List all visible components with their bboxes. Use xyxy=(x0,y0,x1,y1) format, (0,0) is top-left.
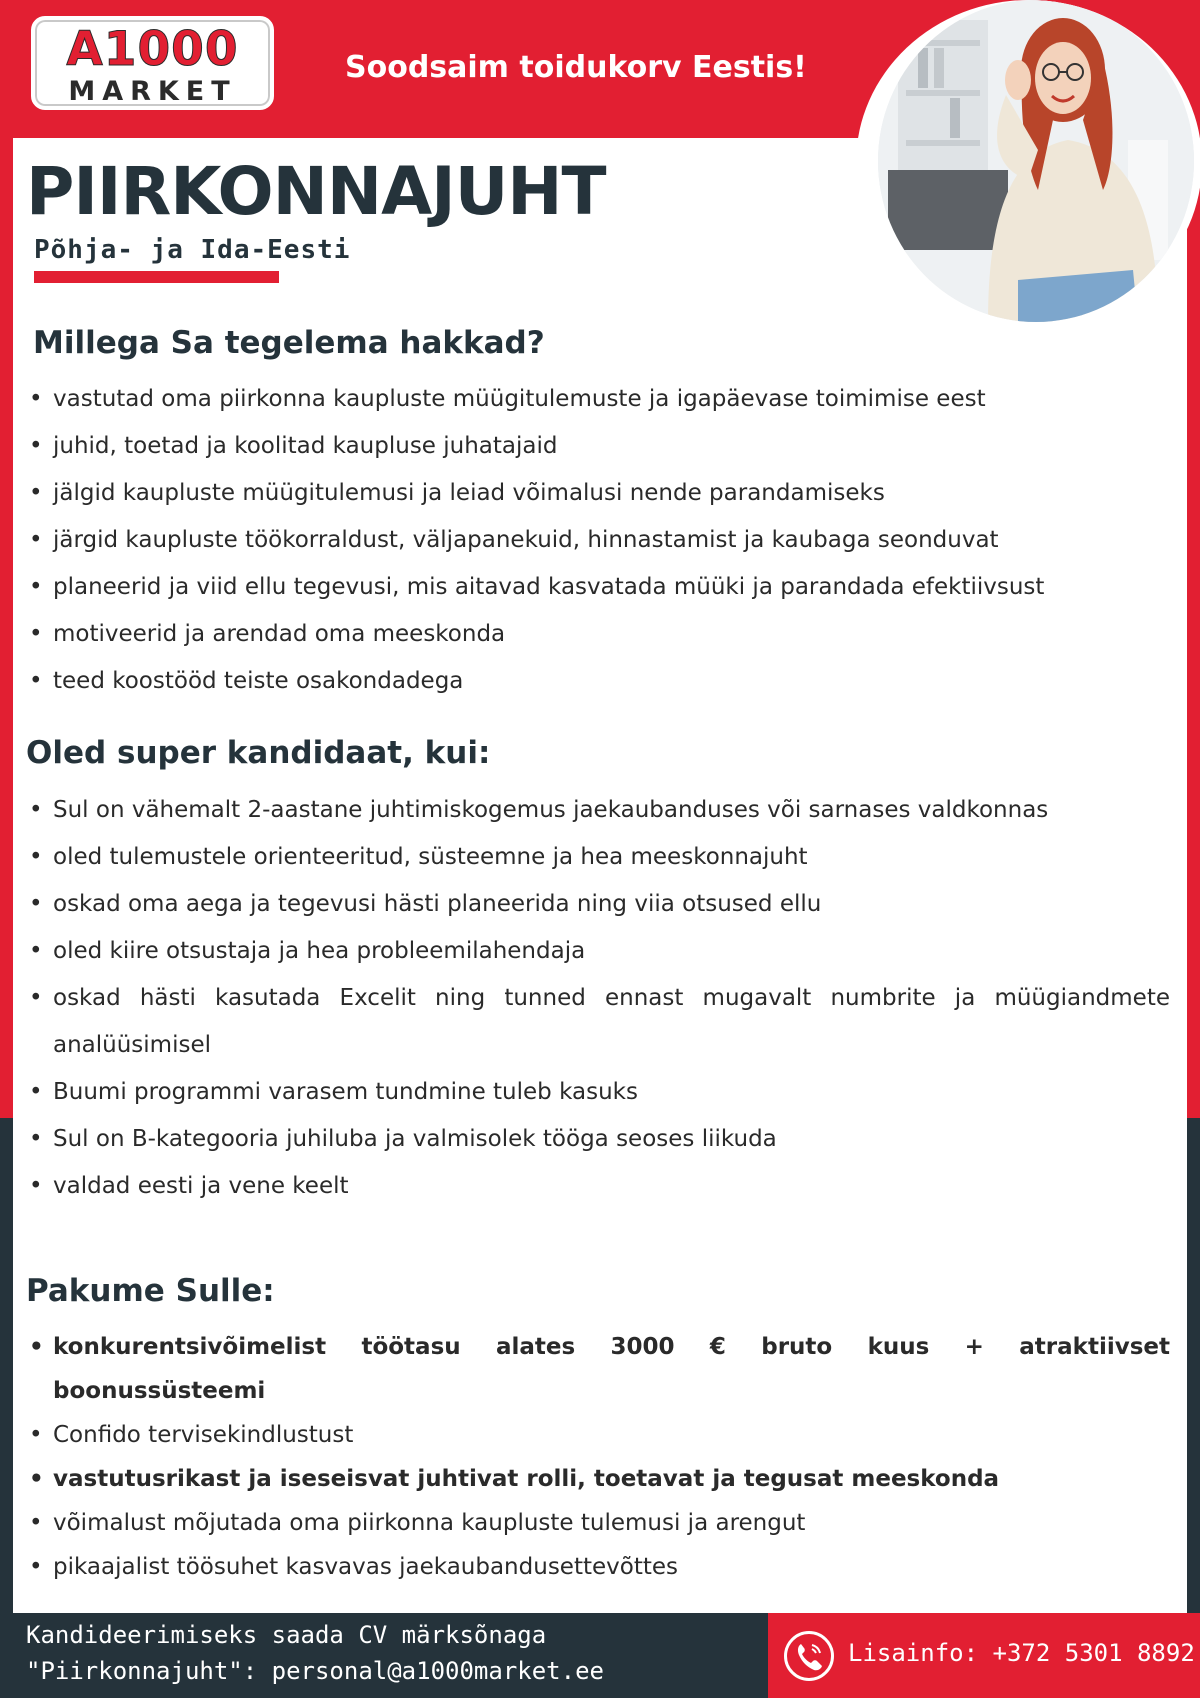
list-item: • oskad oma aega ja tegevusi hästi planeerida ning viia otsused ellu xyxy=(26,881,1170,928)
logo-top-text: A1000 xyxy=(66,22,239,77)
list-item: • vastutad oma piirkonna kaupluste müügitulemuste ja igapäevase toimimise eest xyxy=(26,376,1170,423)
list-item: • oskad hästi kasutada Excelit ning tunned ennast mugavalt numbrite ja müügiandmete analüüsimisel xyxy=(26,975,1170,1069)
contact-box xyxy=(768,1613,1200,1698)
list-item: • motiveerid ja arendad oma meeskonda xyxy=(26,611,1170,658)
list-item: • planeerid ja viid ellu tegevusi, mis aitavad kasvatada müüki ja parandada efektiivsust xyxy=(26,564,1170,611)
requirements-list xyxy=(26,787,1170,1210)
offer-heading: Pakume Sulle: xyxy=(26,1273,275,1309)
duties-list xyxy=(26,376,1170,705)
title-underline xyxy=(34,271,279,283)
job-region: Põhja- ja Ida-Eesti xyxy=(34,235,351,265)
apply-instructions xyxy=(26,1617,746,1689)
list-item: • jälgid kaupluste müügitulemusi ja leiad võimalusi nende parandamiseks xyxy=(26,470,1170,517)
a1000-market-logo xyxy=(31,16,274,110)
list-item: • konkurentsivõimelist töötasu alates 3000 € bruto kuus + atraktiivset boonussüsteemi xyxy=(26,1325,1170,1413)
list-item: • juhid, toetad ja koolitad kaupluse juhatajaid xyxy=(26,423,1170,470)
list-item: • teed koostööd teiste osakondadega xyxy=(26,658,1170,705)
contact-phone[interactable]: Lisainfo: +372 5301 8892 xyxy=(848,1639,1195,1667)
logo-bottom-text: MARKET xyxy=(68,76,237,107)
list-item: • oled tulemustele orienteeritud, süsteemne ja hea meeskonnajuht xyxy=(26,834,1170,881)
list-item: • oled kiire otsustaja ja hea probleemilahendaja xyxy=(26,928,1170,975)
requirements-heading: Oled super kandidaat, kui: xyxy=(26,735,491,771)
photo-illustration xyxy=(878,0,1194,322)
duties-heading: Millega Sa tegelema hakkad? xyxy=(33,325,545,361)
apply-email-line[interactable]: "Piirkonnajuht": personal@a1000market.ee xyxy=(26,1657,604,1685)
list-item: • järgid kaupluste töökorraldust, väljapanekuid, hinnastamist ja kaubaga seonduvat xyxy=(26,517,1170,564)
person-photo xyxy=(856,0,1200,326)
list-item: • valdad eesti ja vene keelt xyxy=(26,1163,1170,1210)
job-title: PIIRKONNAJUHT xyxy=(26,153,606,230)
list-item: • Confido tervisekindlustust xyxy=(26,1413,1170,1457)
list-item: • Buumi programmi varasem tundmine tuleb kasuks xyxy=(26,1069,1170,1116)
list-item: • Sul on B-kategooria juhiluba ja valmisolek tööga seoses liikuda xyxy=(26,1116,1170,1163)
list-item: • Sul on vähemalt 2-aastane juhtimiskogemus jaekaubanduses või sarnases valdkonnas xyxy=(26,787,1170,834)
slogan: Soodsaim toidukorv Eestis! xyxy=(345,50,807,85)
apply-line-1: Kandideerimiseks saada CV märksõnaga xyxy=(26,1621,547,1649)
list-item: • võimalust mõjutada oma piirkonna kaupluste tulemusi ja arengut xyxy=(26,1501,1170,1545)
list-item: • pikaajalist töösuhet kasvavas jaekaubandusettevõttes xyxy=(26,1545,1170,1589)
list-item: • vastutusrikast ja iseseisvat juhtivat rolli, toetavat ja tegusat meeskonda xyxy=(26,1457,1170,1501)
phone-icon xyxy=(784,1631,834,1681)
offer-list xyxy=(26,1325,1170,1589)
